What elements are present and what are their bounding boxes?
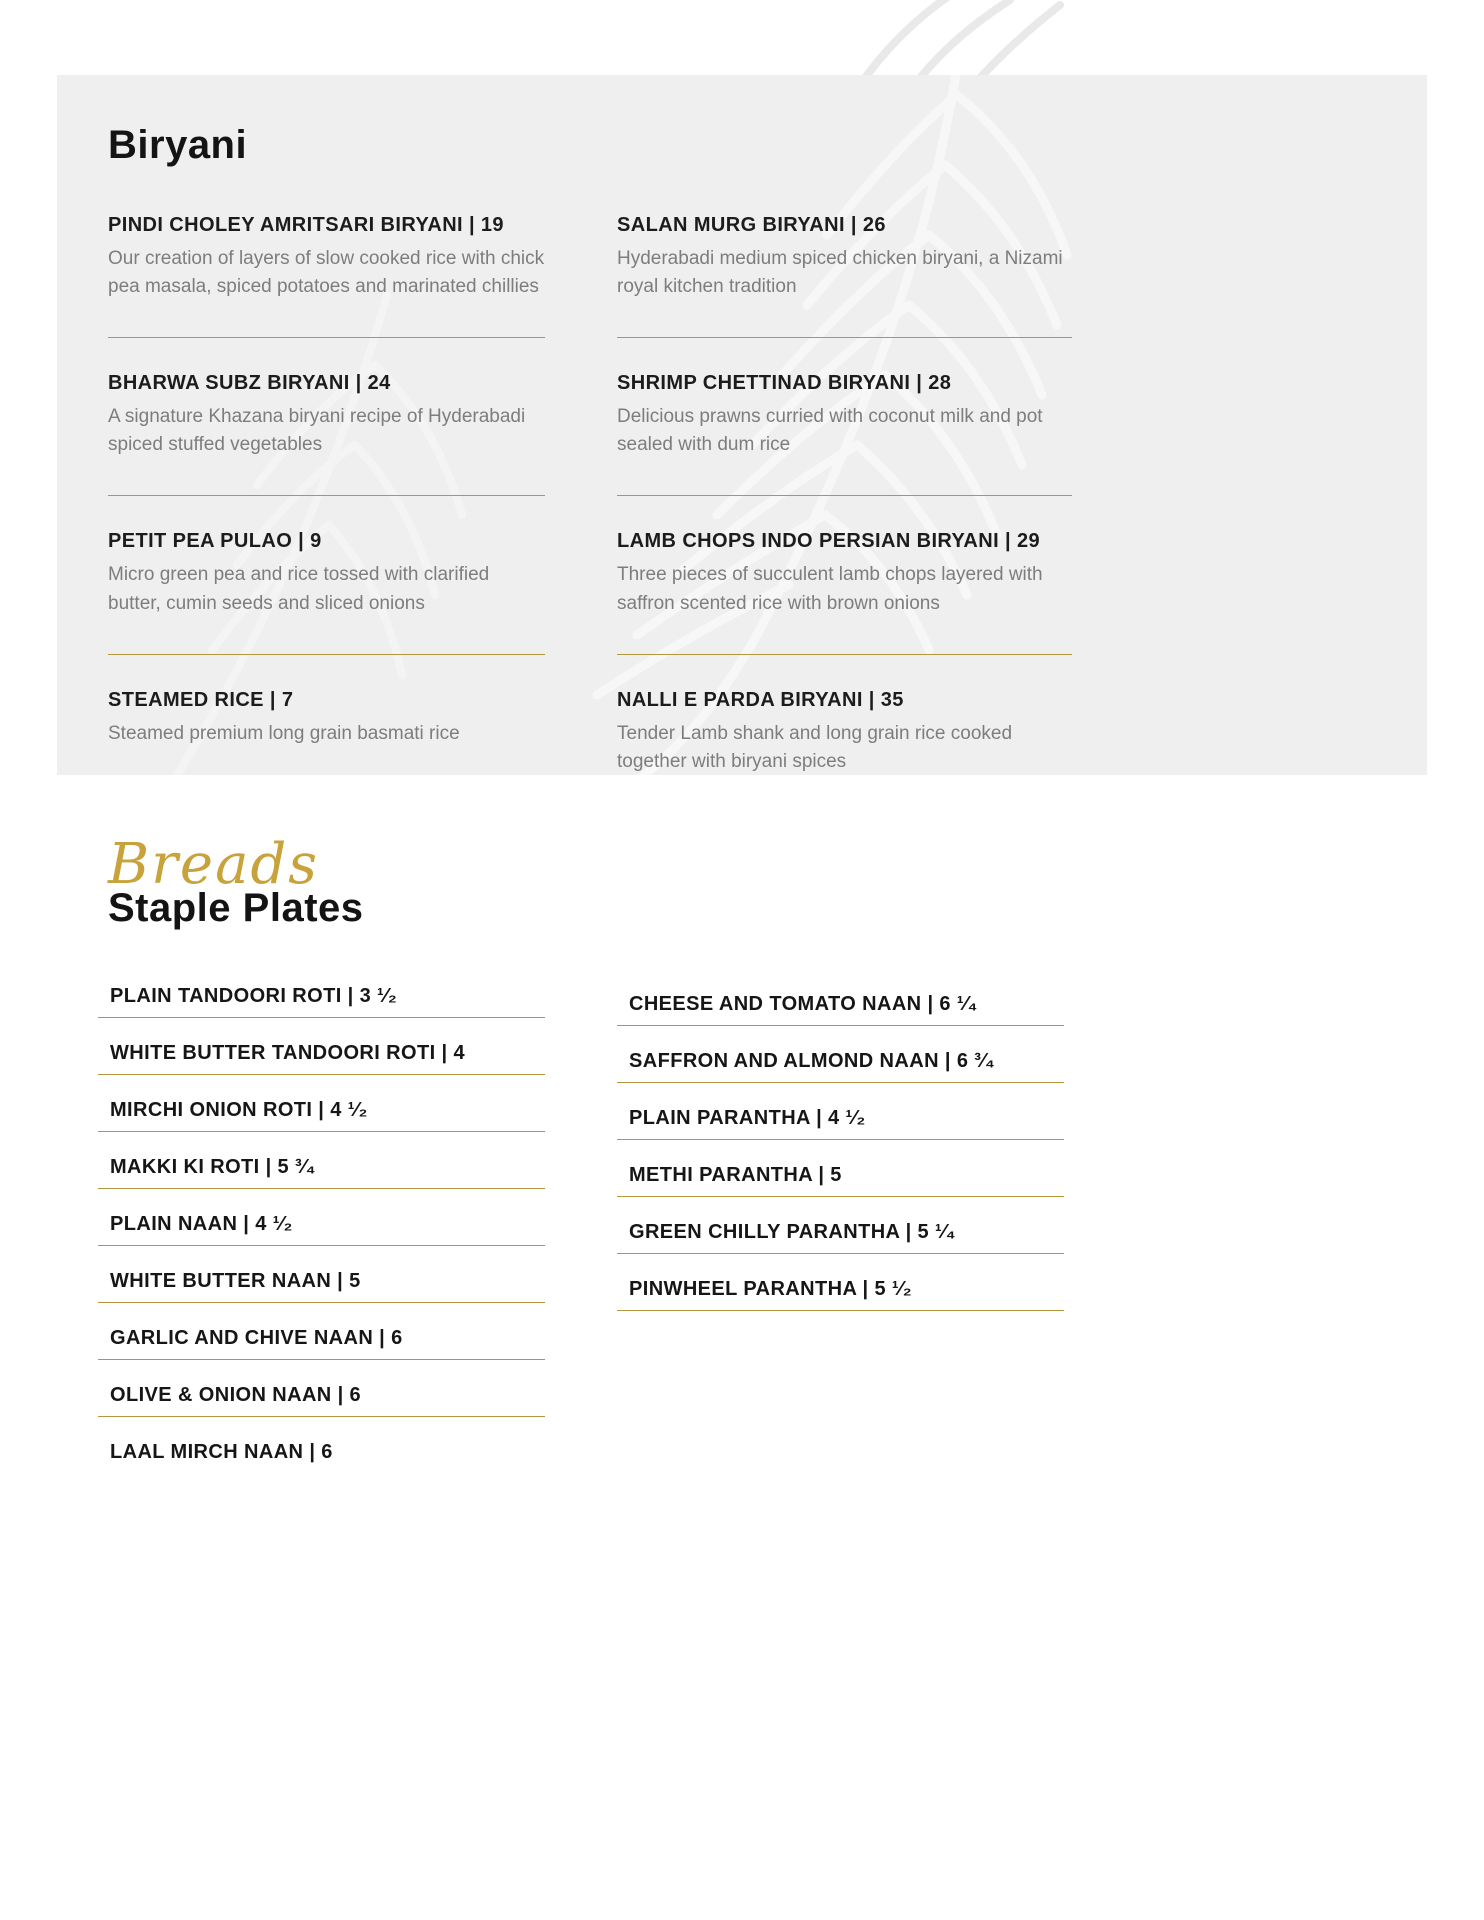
- menu-item-desc: Micro green pea and rice tossed with clarified butter, cumin seeds and sliced onions: [108, 564, 490, 614]
- breads-script-title: Breads: [108, 832, 320, 897]
- menu-item: [617, 530, 1072, 654]
- biryani-columns: [108, 214, 1427, 775]
- staples-columns: [98, 985, 1064, 1497]
- staple-item: LAAL MIRCH NAAN | 6: [110, 1441, 333, 1463]
- staples-left-column: [98, 985, 545, 1497]
- staple-item: PLAIN NAAN | 4 ¹⁄₂: [98, 1213, 545, 1246]
- menu-item-name: STEAMED RICE | 7: [108, 688, 294, 711]
- menu-item-name: PETIT PEA PULAO | 9: [108, 530, 322, 553]
- staple-item: GARLIC AND CHIVE NAAN | 6: [98, 1327, 545, 1360]
- menu-item: [617, 214, 1072, 338]
- menu-item: [108, 214, 545, 338]
- menu-item-desc: A signature Khazana biryani recipe of Hyderabadi spiced stuffed vegetables: [108, 406, 526, 456]
- menu-item-name: NALLI E PARDA BIRYANI | 35: [617, 688, 904, 711]
- staple-item: PLAIN TANDOORI ROTI | 3 ¹⁄₂: [98, 985, 545, 1018]
- staple-item: WHITE BUTTER NAAN | 5: [98, 1270, 545, 1303]
- menu-item-name: PINDI CHOLEY AMRITSARI BIRYANI | 19: [108, 214, 504, 236]
- menu-item: [617, 689, 1072, 775]
- staple-item: MAKKI KI ROTI | 5 ³⁄₄: [98, 1156, 545, 1189]
- menu-item-desc: Our creation of layers of slow cooked rice with chick pea masala, spiced potatoes and marinated chillies: [108, 248, 545, 298]
- menu-item-desc: Hyderabadi medium spiced chicken biryani, a Nizami royal kitchen tradition: [617, 248, 1063, 298]
- menu-item-desc: Steamed premium long grain basmati rice: [108, 722, 460, 744]
- staples-right-column: [617, 993, 1064, 1497]
- menu-item-name: SHRIMP CHETTINAD BIRYANI | 28: [617, 372, 952, 395]
- menu-item-name: LAMB CHOPS INDO PERSIAN BIRYANI | 29: [617, 530, 1041, 553]
- menu-item-name: BHARWA SUBZ BIRYANI | 24: [108, 372, 391, 395]
- biryani-right-column: [617, 214, 1072, 775]
- menu-item: [108, 689, 545, 775]
- biryani-section: [57, 75, 1427, 775]
- menu-item: [617, 372, 1072, 496]
- biryani-title: Biryani: [108, 123, 248, 167]
- menu-item-desc: Tender Lamb shank and long grain rice cooked together with biryani spices: [617, 722, 1013, 772]
- staple-item: SAFFRON AND ALMOND NAAN | 6 ³⁄₄: [617, 1050, 1064, 1083]
- staple-item: MIRCHI ONION ROTI | 4 ¹⁄₂: [98, 1099, 545, 1132]
- staple-plates-title: Staple Plates: [108, 886, 364, 930]
- staple-item: CHEESE AND TOMATO NAAN | 6 ¹⁄₄: [617, 993, 1064, 1026]
- staple-item: WHITE BUTTER TANDOORI ROTI | 4: [98, 1042, 545, 1075]
- biryani-content: [57, 75, 1427, 775]
- staple-item: METHI PARANTHA | 5: [617, 1164, 1064, 1197]
- menu-item-desc: Delicious prawns curried with coconut milk and pot sealed with dum rice: [617, 406, 1043, 456]
- staple-item: PINWHEEL PARANTHA | 5 ¹⁄₂: [617, 1278, 1064, 1311]
- staple-item: GREEN CHILLY PARANTHA | 5 ¹⁄₄: [617, 1221, 1064, 1254]
- menu-item: [108, 530, 545, 654]
- biryani-left-column: [108, 214, 545, 775]
- menu-item: [108, 372, 545, 496]
- staple-item: PLAIN PARANTHA | 4 ¹⁄₂: [617, 1107, 1064, 1140]
- menu-item-desc: Three pieces of succulent lamb chops layered with saffron scented rice with brown onions: [617, 564, 1043, 614]
- staple-item: OLIVE & ONION NAAN | 6: [98, 1384, 545, 1417]
- fern-watermark-top-icon: [845, 0, 1065, 78]
- menu-item-name: SALAN MURG BIRYANI | 26: [617, 214, 886, 236]
